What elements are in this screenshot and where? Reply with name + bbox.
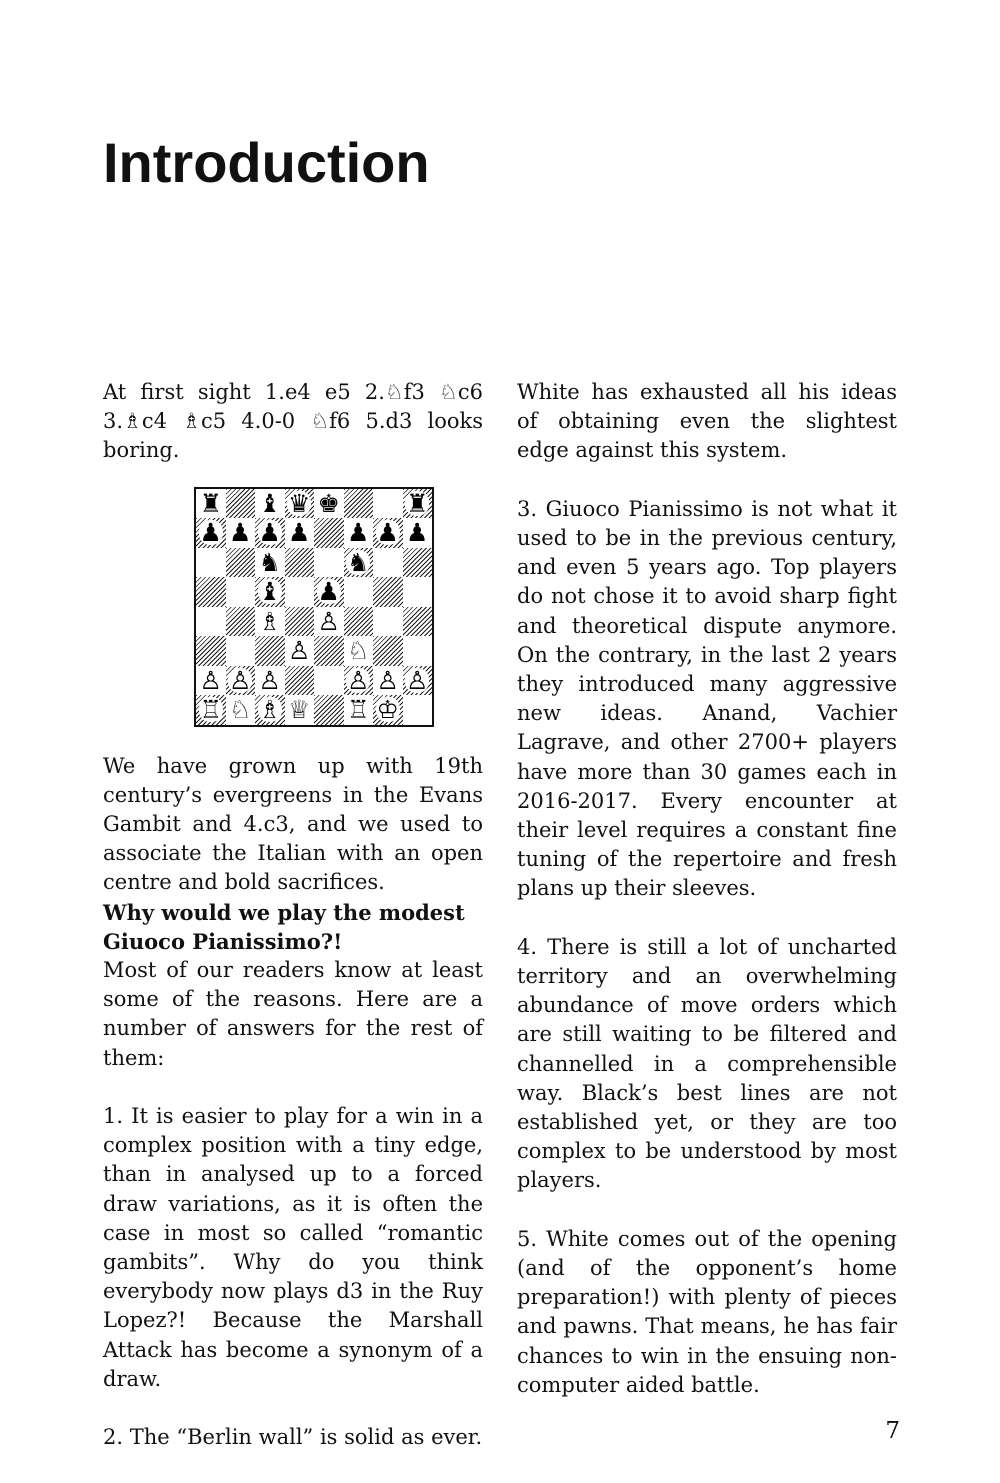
square-a2	[196, 666, 226, 696]
square-a5	[196, 577, 226, 607]
chess-piece-icon: ♙	[347, 665, 370, 695]
square-c8	[255, 489, 285, 519]
square-e2	[314, 666, 344, 696]
square-c3	[255, 636, 285, 666]
chess-piece-icon: ♚	[317, 488, 340, 518]
square-f2	[344, 666, 374, 696]
square-c2	[255, 666, 285, 696]
square-c6	[255, 548, 285, 578]
square-f3	[344, 636, 374, 666]
readers-paragraph: Most of our readers know at least some of the reasons. Here are a number of answers for the rest of them:	[103, 958, 483, 1070]
page-number: 7	[885, 1418, 900, 1444]
chess-piece-icon: ♜	[199, 488, 222, 518]
square-b4	[226, 607, 256, 637]
square-b7	[226, 518, 256, 548]
left-column	[103, 378, 483, 1452]
square-f5	[344, 577, 374, 607]
chess-piece-icon: ♙	[376, 665, 399, 695]
chess-piece-icon: ♖	[347, 695, 370, 725]
chess-piece-icon: ♗	[258, 695, 281, 725]
square-h3	[403, 636, 433, 666]
chess-piece-icon: ♖	[199, 695, 222, 725]
point-2-continued-paragraph: White has exhausted all his ideas of obtaining even the slightest edge against this system.	[517, 380, 897, 463]
square-b1	[226, 695, 256, 725]
chess-piece-icon: ♛	[288, 488, 311, 518]
square-e6	[314, 548, 344, 578]
square-d5	[285, 577, 315, 607]
square-e7	[314, 518, 344, 548]
square-d8	[285, 489, 315, 519]
square-a1	[196, 695, 226, 725]
chess-piece-icon: ♘	[229, 695, 252, 725]
intro-paragraph: At first sight 1.e4 e5 2.♘f3 ♘c6 3.♗c4 ♗c5 4.0-0 ♘f6 5.d3 looks boring.	[103, 380, 483, 463]
square-g8	[373, 489, 403, 519]
square-e3	[314, 636, 344, 666]
chess-piece-icon: ♘	[347, 636, 370, 666]
point-5-paragraph: 5. White comes out of the opening (and of the opponent’s home preparation!) with plenty of pieces and pawns. That means, he has fair chances to win in the ensuing non-computer aided battle.	[517, 1226, 897, 1397]
chess-piece-icon: ♟	[317, 577, 340, 607]
square-e4	[314, 607, 344, 637]
square-h6	[403, 548, 433, 578]
square-f7	[344, 518, 374, 548]
chess-piece-icon: ♟	[406, 518, 429, 548]
square-c4	[255, 607, 285, 637]
chess-piece-icon: ♟	[288, 518, 311, 548]
right-column	[517, 378, 897, 1400]
square-c1	[255, 695, 285, 725]
square-h1	[403, 695, 433, 725]
point-4-paragraph: 4. There is still a lot of uncharted territory and an overwhelming abundance of move orders which are still waiting to be filtered and channelled in a comprehensible way. Black’s best lines are not established yet, or they are too complex to be understood by most players.	[517, 934, 897, 1193]
evergreens-paragraph: We have grown up with 19th century’s evergreens in the Evans Gambit and 4.c3, and we used to associate the Italian with an open centre and bold sacrifices.	[103, 753, 483, 895]
chess-piece-icon: ♞	[347, 547, 370, 577]
chess-piece-icon: ♙	[406, 665, 429, 695]
chess-piece-icon: ♕	[288, 695, 311, 725]
chess-piece-icon: ♙	[317, 606, 340, 636]
square-h5	[403, 577, 433, 607]
square-a8	[196, 489, 226, 519]
chess-piece-icon: ♞	[258, 547, 281, 577]
square-g3	[373, 636, 403, 666]
square-b2	[226, 666, 256, 696]
square-g4	[373, 607, 403, 637]
square-d4	[285, 607, 315, 637]
chess-board	[194, 487, 434, 727]
square-a4	[196, 607, 226, 637]
square-b6	[226, 548, 256, 578]
section-heading: Why would we play the modest Giuoco Pianissimo?!	[103, 899, 465, 954]
chess-diagram	[103, 476, 483, 738]
chess-piece-icon: ♙	[258, 665, 281, 695]
point-2-paragraph: 2. The “Berlin wall” is solid as ever.	[103, 1425, 483, 1450]
square-f1	[344, 695, 374, 725]
square-h8	[403, 489, 433, 519]
chess-piece-icon: ♙	[288, 636, 311, 666]
chess-piece-icon: ♝	[258, 577, 281, 607]
square-a6	[196, 548, 226, 578]
square-f4	[344, 607, 374, 637]
square-b3	[226, 636, 256, 666]
point-3-paragraph: 3. Giuoco Pianissimo is not what it used to be in the previous century, and even 5 years ago. Top players do not chose it to avoid sharp fight and theoretical dispute anymore. On the contrary, in the last 2 years they introduced many aggressive new ideas. Anand, Vachier Lagrave, and other 2700+ players have more than 30 games each in 2016-2017. Every encounter at their level requires a constant fine tuning of the repertoire and fresh plans up their sleeves.	[517, 496, 897, 901]
square-b8	[226, 489, 256, 519]
chess-piece-icon: ♟	[229, 518, 252, 548]
square-g1	[373, 695, 403, 725]
square-e5	[314, 577, 344, 607]
square-f6	[344, 548, 374, 578]
chess-piece-icon: ♜	[406, 488, 429, 518]
chess-piece-icon: ♟	[347, 518, 370, 548]
square-c7	[255, 518, 285, 548]
square-d1	[285, 695, 315, 725]
square-d6	[285, 548, 315, 578]
square-h7	[403, 518, 433, 548]
square-g2	[373, 666, 403, 696]
square-e1	[314, 695, 344, 725]
chess-piece-icon: ♔	[376, 695, 399, 725]
chess-piece-icon: ♙	[229, 665, 252, 695]
square-g6	[373, 548, 403, 578]
square-f8	[344, 489, 374, 519]
square-a7	[196, 518, 226, 548]
chess-piece-icon: ♗	[258, 606, 281, 636]
square-h2	[403, 666, 433, 696]
square-d2	[285, 666, 315, 696]
chess-piece-icon: ♝	[258, 488, 281, 518]
chess-piece-icon: ♙	[199, 665, 222, 695]
square-a3	[196, 636, 226, 666]
square-c5	[255, 577, 285, 607]
square-h4	[403, 607, 433, 637]
square-d3	[285, 636, 315, 666]
chapter-title: Introduction	[103, 131, 430, 194]
square-e8	[314, 489, 344, 519]
square-b5	[226, 577, 256, 607]
square-g7	[373, 518, 403, 548]
square-g5	[373, 577, 403, 607]
square-d7	[285, 518, 315, 548]
chess-piece-icon: ♟	[199, 518, 222, 548]
chess-piece-icon: ♟	[258, 518, 281, 548]
point-1-paragraph: 1. It is easier to play for a win in a complex position with a tiny edge, than in analysed up to a forced draw variations, as it is often the case in most so called “romantic gambits”. Why do you think everybody now plays d3 in the Ruy Lopez?! Because the Marshall Attack has become a synonym of a draw.	[103, 1104, 483, 1391]
chess-piece-icon: ♟	[376, 518, 399, 548]
